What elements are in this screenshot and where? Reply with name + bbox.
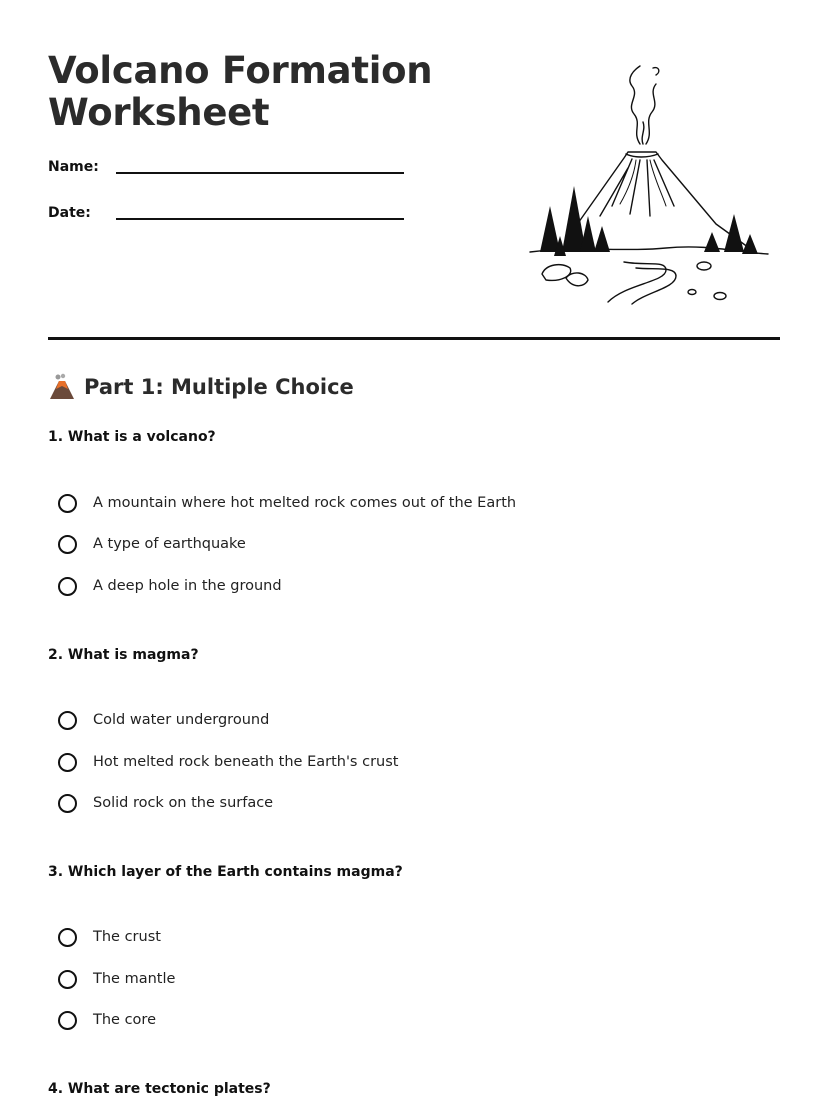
radio-button[interactable]	[58, 794, 77, 813]
q2-option-a[interactable]	[58, 707, 269, 733]
question-3: 3. Which layer of the Earth contains magma?	[48, 864, 403, 880]
question-4: 4. What are tectonic plates?	[48, 1081, 271, 1097]
option-label: Cold water underground	[93, 712, 270, 728]
option-label: A type of earthquake	[93, 536, 246, 552]
volcano-illustration	[516, 56, 776, 318]
title-line-1: Volcano Formation	[48, 49, 433, 92]
option-label: Hot melted rock beneath the Earth's crust	[93, 754, 399, 770]
q3-option-b[interactable]	[58, 966, 175, 992]
radio-button[interactable]	[58, 711, 77, 730]
q2-option-c[interactable]	[58, 790, 273, 816]
date-line[interactable]	[116, 218, 404, 220]
volcano-icon	[48, 373, 76, 401]
name-field[interactable]	[48, 159, 99, 175]
q1-option-a[interactable]	[58, 490, 516, 516]
option-label: A deep hole in the ground	[93, 578, 282, 594]
radio-button[interactable]	[58, 970, 77, 989]
option-label: Solid rock on the surface	[93, 795, 274, 811]
radio-button[interactable]	[58, 535, 77, 554]
option-label: The core	[93, 1012, 156, 1028]
radio-button[interactable]	[58, 753, 77, 772]
name-label: Name:	[48, 159, 99, 175]
section-divider	[48, 337, 780, 340]
question-1: 1. What is a volcano?	[48, 429, 216, 445]
q1-option-c[interactable]	[58, 573, 282, 599]
name-line[interactable]	[116, 172, 404, 174]
q2-option-b[interactable]	[58, 749, 398, 775]
radio-button[interactable]	[58, 928, 77, 947]
title-line-2: Worksheet	[48, 91, 270, 134]
part1-title: Part 1: Multiple Choice	[84, 375, 354, 399]
q1-option-b[interactable]	[58, 531, 246, 557]
q3-option-a[interactable]	[58, 924, 161, 950]
option-label: The mantle	[93, 971, 176, 987]
q3-option-c[interactable]	[58, 1007, 156, 1033]
part1-heading	[48, 373, 354, 401]
question-2: 2. What is magma?	[48, 647, 199, 663]
radio-button[interactable]	[58, 1011, 77, 1030]
date-field[interactable]	[48, 205, 91, 221]
option-label: A mountain where hot melted rock comes out of the Earth	[93, 495, 517, 511]
radio-button[interactable]	[58, 577, 77, 596]
option-label: The crust	[93, 929, 161, 945]
worksheet-title	[48, 50, 468, 134]
date-label: Date:	[48, 205, 91, 221]
radio-button[interactable]	[58, 494, 77, 513]
